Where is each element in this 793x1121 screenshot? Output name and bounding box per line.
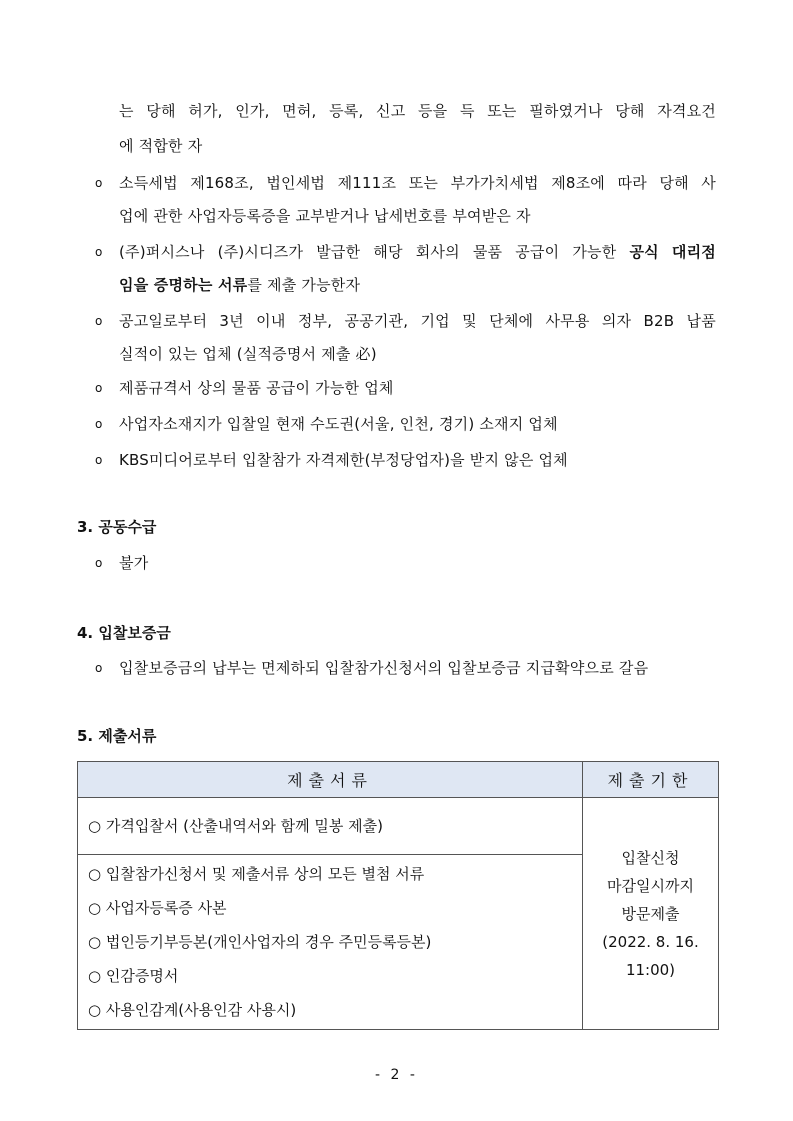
word: (주)퍼시스나 — [119, 243, 205, 261]
word: 사 — [701, 174, 716, 192]
word: 소득세법 — [119, 174, 178, 192]
section-3-item: 불가 — [119, 554, 149, 572]
word: (주)시디즈가 — [217, 243, 304, 261]
word: 3년 — [219, 312, 244, 330]
word: 인가, — [235, 102, 270, 120]
word: 제168조, — [190, 174, 254, 192]
word: 사무용 — [545, 312, 590, 330]
emphasis-text: 임을 증명하는 서류 — [119, 276, 248, 294]
bullet-marker: o — [95, 314, 103, 328]
bullet-marker: o — [95, 176, 103, 190]
word: 공급이 — [515, 243, 560, 261]
word: 득 — [459, 102, 475, 120]
section-4-item: 입찰보증금의 납부는 면제하되 입찰참가신청서의 입찰보증금 지급확약으로 갈음 — [119, 659, 649, 677]
word: 납품 — [686, 312, 716, 330]
word: 법인세법 — [266, 174, 326, 192]
document-item: ○ 가격입찰서 (산출내역서와 함께 밀봉 제출) — [88, 817, 383, 835]
bullet-marker: o — [95, 381, 103, 395]
deadline-cell — [583, 798, 719, 1030]
word: 또는 — [487, 102, 517, 120]
section-3-title: 3. 공동수급 — [77, 518, 157, 536]
document-cell — [78, 798, 583, 855]
word: 회사의 — [415, 243, 460, 261]
bullet-marker: o — [95, 556, 103, 570]
word: 당해 — [659, 174, 689, 192]
word: 제8조에 — [551, 174, 606, 192]
word: 면허, — [282, 102, 317, 120]
bullet-marker: o — [95, 661, 103, 675]
word: 자격요건 — [657, 102, 716, 120]
word: 물품 — [472, 243, 503, 261]
document-cell — [78, 855, 583, 1030]
document-item: ○ 입찰참가신청서 및 제출서류 상의 모든 별첨 서류 — [88, 865, 425, 883]
deadline-line: 방문제출 — [621, 904, 680, 923]
section-5-title: 5. 제출서류 — [77, 727, 157, 745]
qualification-item-2-line-2 — [119, 275, 360, 295]
word: 허가, — [188, 102, 223, 120]
table-row — [78, 798, 719, 855]
document-item: ○ 법인등기부등본(개인사업자의 경우 주민등록등본) — [88, 933, 432, 951]
word: 당해 — [146, 102, 176, 120]
document-item: ○ 인감증명서 — [88, 967, 179, 985]
word: 공공기관, — [344, 312, 409, 330]
word: 공고일로부터 — [119, 312, 208, 330]
bullet-marker: o — [95, 417, 103, 431]
plain-text: 를 제출 가능한자 — [247, 276, 361, 294]
qualification-continued-line-2: 에 적합한 자 — [119, 137, 203, 155]
word: 필하였거나 — [529, 102, 603, 120]
word: 의자 — [601, 312, 632, 330]
word: 등록, — [329, 102, 364, 120]
qualification-item-3-line-1 — [119, 311, 716, 331]
submission-documents-table — [77, 761, 719, 1030]
word: 기업 — [420, 312, 450, 330]
qualification-item-6: KBS미디어로부터 입찰참가 자격제한(부정당업자)을 받지 않은 업체 — [119, 451, 568, 469]
word: 단체에 — [489, 312, 534, 330]
section-4-title: 4. 입찰보증금 — [77, 624, 171, 642]
word: 는 — [119, 102, 134, 120]
emphasis-word: 공식 — [629, 243, 659, 261]
word: 및 — [462, 312, 477, 330]
word: B2B — [643, 312, 675, 330]
qualification-item-4: 제품규격서 상의 물품 공급이 가능한 업체 — [119, 379, 394, 397]
deadline-line: 입찰신청 — [621, 848, 680, 867]
word: 따라 — [617, 174, 647, 192]
emphasis-word: 대리점 — [671, 243, 716, 261]
deadline-line: (2022. 8. 16. — [602, 932, 699, 951]
table-header-row — [78, 762, 719, 798]
word: 등을 — [417, 102, 448, 120]
word: 또는 — [408, 174, 439, 192]
bullet-marker: o — [95, 245, 103, 259]
word: 당해 — [615, 102, 645, 120]
deadline-line: 11:00) — [625, 960, 676, 979]
document-item: ○ 사용인감계(사용인감 사용시) — [88, 1001, 297, 1019]
word: 제111조 — [337, 174, 397, 192]
qualification-item-1-line-1 — [119, 173, 716, 193]
word: 신고 — [376, 102, 406, 120]
qualification-item-5: 사업자소재지가 입찰일 현재 수도권(서울, 인천, 경기) 소재지 업체 — [119, 415, 558, 433]
word: 해당 — [373, 243, 403, 261]
page-number: - 2 - — [375, 1067, 418, 1083]
qualification-continued-line-1 — [119, 101, 716, 121]
header-documents: 제출서류 — [78, 762, 583, 798]
word: 발급한 — [316, 243, 361, 261]
header-deadline: 제출기한 — [583, 762, 719, 798]
deadline-line: 마감일시까지 — [607, 876, 694, 895]
bullet-marker: o — [95, 453, 103, 467]
document-item: ○ 사업자등록증 사본 — [88, 899, 227, 917]
qualification-item-2-line-1 — [119, 242, 716, 262]
qualification-item-3-line-2: 실적이 있는 업체 (실적증명서 제출 必) — [119, 345, 377, 363]
qualification-item-1-line-2: 업에 관한 사업자등록증을 교부받거나 납세번호를 부여받은 자 — [119, 207, 531, 225]
word: 가능한 — [572, 243, 617, 261]
word: 이내 — [256, 312, 286, 330]
word: 정부, — [297, 312, 333, 330]
word: 부가가치세법 — [450, 174, 539, 192]
